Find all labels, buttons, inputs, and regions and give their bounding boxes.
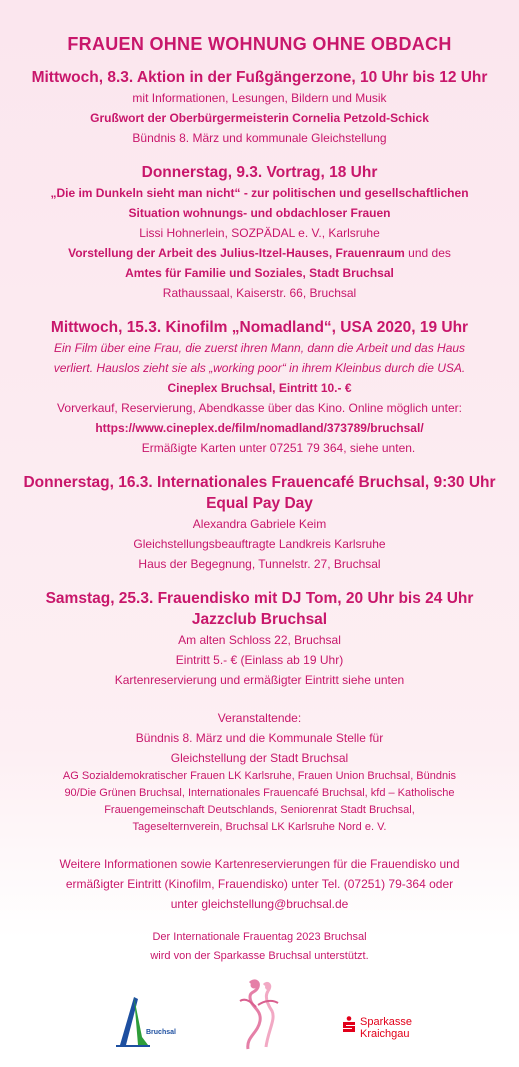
page-title: FRAUEN OHNE WOHNUNG OHNE OBDACH (67, 34, 452, 54)
organizers (0, 708, 519, 836)
event-kinofilm-heading: Mittwoch, 15.3. Kinofilm „Nomadland“, USA 2020, 19 Uhr (50, 319, 469, 336)
bruchsal-logo-mark (112, 993, 182, 1049)
event-vortrag-line: Rathaussaal, Kaiserstr. 66, Bruchsal (162, 286, 357, 300)
organizers-label: Veranstaltende: (217, 711, 302, 725)
event-vortrag-line: Lissi Hohnerlein, SOZPÄDAL e. V., Karlsruhe (139, 226, 380, 240)
event-vortrag-normal-part: und des (404, 246, 451, 260)
event-vortrag-line: „Die im Dunkeln sieht man nicht“ - zur politischen und gesellschaftlichen (50, 186, 469, 200)
sponsor-line: Der Internationale Frauentag 2023 Bruchsal (152, 931, 367, 943)
event-frauendisko (0, 588, 519, 690)
organizers-small-line: Frauengemeinschaft Deutschlands, Seniorenrat Stadt Bruchsal, (104, 804, 415, 816)
event-frauencafe-line: Haus der Begegnung, Tunnelstr. 27, Bruchsal (138, 557, 381, 571)
event-kinofilm-line: Ein Film über eine Frau, die zuerst ihren Mann, dann die Arbeit und das Haus (53, 341, 466, 355)
event-frauencafe-heading: Equal Pay Day (206, 495, 313, 512)
event-frauendisko-heading: Jazzclub Bruchsal (191, 611, 328, 628)
more-info (0, 854, 519, 914)
event-aktion-line: Grußwort der Oberbürgermeisterin Cornelia Petzold-Schick (90, 111, 429, 125)
cineplex-link[interactable]: https://www.cineplex.de/film/nomadland/373789/bruchsal/ (95, 421, 424, 435)
event-kinofilm-line: Ermäßigte Karten unter 07251 79 364, siehe unten. (141, 441, 416, 455)
event-vortrag-line: Situation wohnungs- und obdachloser Frauen (128, 206, 391, 220)
event-frauendisko-line: Kartenreservierung und ermäßigter Eintritt siehe unten (114, 673, 405, 687)
event-kinofilm-line: verliert. Hauslos zieht sie als „working poor“ in ihrem Kleinbus durch die USA. (53, 361, 466, 375)
logo-bar (0, 975, 519, 1055)
organizers-small-line: AG Sozialdemokratischer Frauen LK Karlsruhe, Frauen Union Bruchsal, Bündnis (62, 770, 457, 782)
event-frauencafe-heading: Donnerstag, 16.3. Internationales Frauencafé Bruchsal, 9:30 Uhr (23, 474, 496, 491)
frauen-figures-icon (232, 977, 282, 1052)
organizers-line: Bündnis 8. März und die Kommunale Stelle für (135, 731, 384, 745)
sparkasse-name: Sparkasse (360, 1016, 412, 1028)
info-line: ermäßigter Eintritt (Kinofilm, Frauendisko) unter Tel. (07251) 79-364 oder (65, 877, 454, 891)
event-kinofilm-line: Cineplex Bruchsal, Eintritt 10.- € (167, 381, 352, 395)
organizers-small-line: Tageselternverein, Bruchsal LK Karlsruhe Nord e. V. (132, 821, 387, 833)
sparkasse-text (360, 1016, 412, 1040)
event-frauendisko-line: Am alten Schloss 22, Bruchsal (178, 633, 341, 647)
event-frauencafe-line: Alexandra Gabriele Keim (192, 517, 327, 531)
event-vortrag-line (0, 243, 519, 263)
sponsor-line: wird von der Sparkasse Bruchsal unterstützt. (150, 950, 369, 962)
info-line: Weitere Informationen sowie Kartenreservierungen für die Frauendisko und (59, 857, 460, 871)
event-frauencafe (0, 472, 519, 574)
event-aktion-line: mit Informationen, Lesungen, Bildern und Musik (132, 91, 387, 105)
event-aktion (0, 67, 519, 148)
event-kinofilm-line: Vorverkauf, Reservierung, Abendkasse über das Kino. Online möglich unter: (57, 401, 462, 415)
bruchsal-logo-text: Bruchsal (146, 1029, 176, 1036)
sparkasse-icon (342, 1016, 356, 1032)
frauen-figures-logo (232, 977, 282, 1052)
sparkasse-region: Kraichgau (360, 1028, 410, 1040)
sponsor-note (0, 928, 519, 966)
event-vortrag-heading: Donnerstag, 9.3. Vortrag, 18 Uhr (141, 164, 378, 181)
event-aktion-heading: Mittwoch, 8.3. Aktion in der Fußgängerzone, 10 Uhr bis 12 Uhr (31, 69, 488, 86)
event-vortrag-bold-part: Vorstellung der Arbeit des Julius-Itzel-Hauses, Frauenraum (68, 246, 405, 260)
event-aktion-line: Bündnis 8. März und kommunale Gleichstellung (132, 131, 387, 145)
event-vortrag-line: Amtes für Familie und Soziales, Stadt Bruchsal (125, 266, 394, 280)
organizers-small-line: 90/Die Grünen Bruchsal, Internationales Frauencafé Bruchsal, kfd – Katholische (64, 787, 455, 799)
organizers-line: Gleichstellung der Stadt Bruchsal (170, 751, 349, 765)
info-line[interactable]: unter gleichstellung@bruchsal.de (170, 897, 349, 911)
event-kinofilm (0, 317, 519, 458)
event-frauencafe-line: Gleichstellungsbeauftragte Landkreis Karlsruhe (133, 537, 386, 551)
event-frauendisko-heading: Samstag, 25.3. Frauendisko mit DJ Tom, 20 Uhr bis 24 Uhr (45, 590, 474, 607)
bruchsal-logo (112, 993, 182, 1049)
event-frauendisko-line: Eintritt 5.- € (Einlass ab 19 Uhr) (175, 653, 344, 667)
sparkasse-logo (342, 1015, 442, 1045)
event-vortrag (0, 162, 519, 303)
